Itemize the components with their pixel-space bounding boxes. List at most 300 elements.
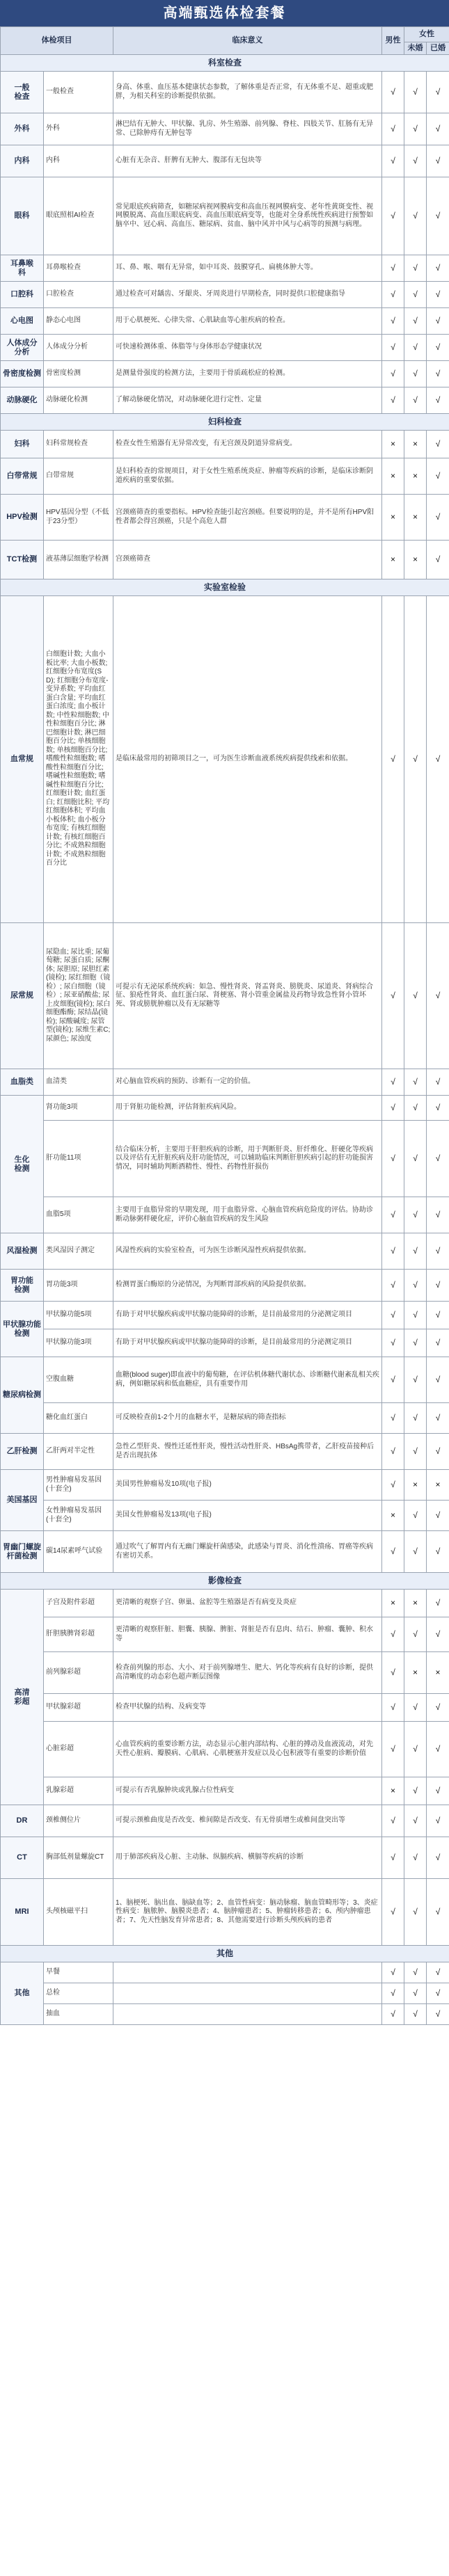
section-header-row (1, 579, 449, 596)
mark-married: √ (427, 255, 449, 282)
meaning-cell: 宫颈癌筛查的重要指标。HPV检查能引起宫颈癌。但要说明的是，并不是所有HPV阳性者都会得宫颈癌，只是个高危人群 (113, 495, 382, 541)
exam-table (0, 26, 449, 2025)
header-unmarried: 未婚 (404, 42, 427, 55)
mark-male: √ (382, 72, 404, 113)
meaning-cell: 主要用于血脂异常的早期发现，用于血脂异常、心脑血管疾病危险度的评估。协助诊断动脉粥样硬化症，评价心脑血管疾病的发生风险 (113, 1197, 382, 1233)
mark-unmarried: × (404, 1590, 427, 1617)
mark-male: √ (382, 282, 404, 308)
mark-unmarried: √ (404, 1879, 427, 1946)
table-row (1, 1329, 449, 1357)
mark-married: √ (427, 1069, 449, 1096)
category-cell: 高清 彩超 (1, 1590, 44, 1805)
mark-unmarried: √ (404, 923, 427, 1069)
mark-unmarried: × (404, 458, 427, 495)
table-row (1, 145, 449, 177)
meaning-cell: 用于心肌梗死、心律失常、心肌缺血等心脏疾病的检查。 (113, 308, 382, 335)
section-title: 实验室检验 (1, 579, 449, 596)
mark-married: √ (427, 1357, 449, 1403)
mark-unmarried: √ (404, 113, 427, 145)
meaning-cell: 是妇科检查的常规项目，对于女性生殖系统炎症、肿瘤等疾病的诊断，是临床诊断阴道疾病的重要依据。 (113, 458, 382, 495)
meaning-cell: 宫颈癌筛查 (113, 541, 382, 579)
category-cell: 口腔科 (1, 282, 44, 308)
mark-married: √ (427, 2004, 449, 2025)
table-row (1, 1434, 449, 1470)
mark-unmarried: √ (404, 1777, 427, 1805)
mark-male: × (382, 1590, 404, 1617)
table-row (1, 1590, 449, 1617)
item-cell: 甲状腺功能5项 (44, 1302, 113, 1329)
mark-unmarried: √ (404, 596, 427, 923)
table-row (1, 1302, 449, 1329)
item-cell: 妇科常规检查 (44, 431, 113, 458)
table-row (1, 361, 449, 387)
category-cell: 骨密度检测 (1, 361, 44, 387)
table-row (1, 1197, 449, 1233)
mark-married: √ (427, 596, 449, 923)
meaning-cell: 是临床最常用的初筛项目之一，可为医生诊断血液系统疾病提供线索和依据。 (113, 596, 382, 923)
category-cell: 糖尿病检测 (1, 1357, 44, 1434)
header-project: 体检项目 (1, 27, 113, 55)
mark-married: √ (427, 541, 449, 579)
category-cell: TCT检测 (1, 541, 44, 579)
item-cell: 骨密度检测 (44, 361, 113, 387)
item-cell: 内科 (44, 145, 113, 177)
table-row (1, 1652, 449, 1694)
mark-married: √ (427, 113, 449, 145)
mark-male: √ (382, 113, 404, 145)
mark-married: √ (427, 282, 449, 308)
header-female: 女性 (404, 27, 449, 42)
table-row (1, 308, 449, 335)
mark-unmarried: √ (404, 177, 427, 255)
meaning-cell: 美国女性肿瘤易发13项(电子报) (113, 1501, 382, 1531)
category-cell: 甲状腺功能 检测 (1, 1302, 44, 1357)
mark-married: √ (427, 1722, 449, 1777)
mark-unmarried: × (404, 495, 427, 541)
mark-married: √ (427, 1434, 449, 1470)
mark-married: √ (427, 145, 449, 177)
mark-unmarried: √ (404, 1096, 427, 1121)
meaning-cell: 结合临床分析，主要用于肝胆疾病的诊断，用于判断肝炎、肝纤维化、肝硬化等疾病以及评估有无肝脏疾病及肝功能情况，可以辅助临床判断肝胆疾病引起的肝功能损害情况，同时辅助判断酒精性、慢性、药物性肝损伤 (113, 1121, 382, 1197)
section-header-row (1, 414, 449, 431)
mark-male: √ (382, 145, 404, 177)
mark-male: √ (382, 1805, 404, 1837)
mark-married: √ (427, 72, 449, 113)
mark-male: √ (382, 1470, 404, 1501)
table-row (1, 1837, 449, 1879)
mark-male: √ (382, 1096, 404, 1121)
mark-male: × (382, 1777, 404, 1805)
header-male: 男性 (382, 27, 404, 55)
table-row (1, 1270, 449, 1302)
mark-unmarried: √ (404, 1302, 427, 1329)
mark-unmarried: √ (404, 1531, 427, 1573)
table-row (1, 1962, 449, 1983)
item-cell: 甲状腺功能3项 (44, 1329, 113, 1357)
mark-unmarried: √ (404, 1617, 427, 1652)
meaning-cell: 有助于对甲状腺疾病或甲状腺功能障碍的诊断，是目前最常用的分泌测定项目 (113, 1302, 382, 1329)
table-row (1, 596, 449, 923)
mark-married: √ (427, 1501, 449, 1531)
category-cell: 妇科 (1, 431, 44, 458)
meaning-cell: 用于肾脏功能检测，评估肾脏疾病风险。 (113, 1096, 382, 1121)
mark-male: √ (382, 1403, 404, 1434)
mark-married: √ (427, 1805, 449, 1837)
mark-married: × (427, 1652, 449, 1694)
item-cell: 前列腺彩超 (44, 1652, 113, 1694)
mark-married: √ (427, 177, 449, 255)
mark-male: √ (382, 361, 404, 387)
table-row (1, 1694, 449, 1722)
item-cell: 外科 (44, 113, 113, 145)
table-row (1, 1501, 449, 1531)
category-cell: 内科 (1, 145, 44, 177)
meaning-cell: 耳、鼻、喉、咽有无异常，如中耳炎、鼓膜穿孔、扁桃体肿大等。 (113, 255, 382, 282)
mark-married: √ (427, 1121, 449, 1197)
category-cell: 白带常规 (1, 458, 44, 495)
mark-male: × (382, 458, 404, 495)
mark-unmarried: × (404, 1652, 427, 1694)
item-cell: 肝胆胰脾肾彩超 (44, 1617, 113, 1652)
exam-table-body (1, 55, 449, 2025)
meaning-cell: 身高、体重、血压基本健康状态参数，了解体重是否正常，有无体重不足、超重或肥胖，为相关科室的诊断提供依据。 (113, 72, 382, 113)
table-row (1, 1722, 449, 1777)
mark-male: √ (382, 1617, 404, 1652)
item-cell: 肾功能3项 (44, 1096, 113, 1121)
meaning-cell: 可提示颈椎曲度是否改变、椎间隙是否改变、有无骨质增生或椎间盘突出等 (113, 1805, 382, 1837)
mark-unmarried: √ (404, 282, 427, 308)
category-cell: MRI (1, 1879, 44, 1946)
item-cell: 女性肿瘤易发基因(十套全) (44, 1501, 113, 1531)
mark-male: × (382, 431, 404, 458)
mark-married: √ (427, 1617, 449, 1652)
meaning-cell: 美国男性肿瘤易发10项(电子报) (113, 1470, 382, 1501)
mark-male: √ (382, 1302, 404, 1329)
section-header-row (1, 1946, 449, 1962)
mark-married: √ (427, 1403, 449, 1434)
mark-married: √ (427, 1302, 449, 1329)
meaning-cell: 检测胃蛋白酶原的分泌情况，为判断胃部疾病的风险提供依据。 (113, 1270, 382, 1302)
table-row (1, 1470, 449, 1501)
mark-male: √ (382, 596, 404, 923)
table-row (1, 431, 449, 458)
meaning-cell: 心脏有无杂音、肝脾有无肿大、腹部有无包块等 (113, 145, 382, 177)
mark-unmarried: √ (404, 1434, 427, 1470)
table-row (1, 72, 449, 113)
mark-male: √ (382, 1652, 404, 1694)
category-cell: 眼科 (1, 177, 44, 255)
item-cell: 碳14尿素呼气试验 (44, 1531, 113, 1573)
meaning-cell: 有助于对甲状腺疾病或甲状腺功能障碍的诊断，是目前最常用的分泌测定项目 (113, 1329, 382, 1357)
mark-married: √ (427, 1329, 449, 1357)
mark-unmarried: × (404, 1470, 427, 1501)
mark-male: × (382, 495, 404, 541)
mark-married: √ (427, 458, 449, 495)
meaning-cell: 1、脑梗死、脑出血、脑缺血等；2、血管性病变：脑动脉瘤、脑血管畸形等；3、炎症性病变：脑脓肿、脑膜炎患者；4、脑肿瘤患者；5、肿瘤转移患者；6、颅内肿瘤患者；7、先天性脑发育异常患者；8、其他需要进行诊断头颅疾病的患者 (113, 1879, 382, 1946)
section-header-row (1, 1573, 449, 1590)
category-cell: 美国基因 (1, 1470, 44, 1531)
item-cell: 男性肿瘤易发基因(十套全) (44, 1470, 113, 1501)
category-cell: 胃幽门螺旋 杆菌检测 (1, 1531, 44, 1573)
mark-male: √ (382, 255, 404, 282)
table-row (1, 255, 449, 282)
item-cell: 头颅核磁平扫 (44, 1879, 113, 1946)
meaning-cell: 可反映检查前1-2个月的血糖水平，是糖尿病的筛查指标 (113, 1403, 382, 1434)
page-title: 高端甄选体检套餐 (0, 0, 449, 26)
mark-unmarried: √ (404, 1722, 427, 1777)
category-cell: 耳鼻喉 科 (1, 255, 44, 282)
item-cell: 乙肝两对半定性 (44, 1434, 113, 1470)
mark-married: √ (427, 1962, 449, 1983)
mark-male: √ (382, 308, 404, 335)
table-row (1, 1777, 449, 1805)
table-row (1, 113, 449, 145)
item-cell: 动脉硬化检测 (44, 387, 113, 414)
mark-unmarried: √ (404, 1357, 427, 1403)
meaning-cell: 检查前列腺的形态、大小、对于前列腺增生、肥大、钙化等疾病有良好的诊断，提供高清晰度的动态彩色超声断层图像 (113, 1652, 382, 1694)
meaning-cell: 是测量骨强度的检测方法，主要用于骨质疏松症的检测。 (113, 361, 382, 387)
mark-married: √ (427, 1983, 449, 2004)
meaning-cell: 对心脑血管疾病的预防、诊断有一定的价值。 (113, 1069, 382, 1096)
item-cell: HPV基因分型（不低于23分型） (44, 495, 113, 541)
mark-male: × (382, 1501, 404, 1531)
mark-unmarried: √ (404, 1983, 427, 2004)
meaning-cell: 通过吹气了解胃内有无幽门螺旋杆菌感染，此感染与胃炎、消化性溃疡、胃癌等疾病有密切关系。 (113, 1531, 382, 1573)
table-row (1, 1357, 449, 1403)
mark-male: √ (382, 1837, 404, 1879)
mark-unmarried: √ (404, 2004, 427, 2025)
category-cell: HPV检测 (1, 495, 44, 541)
table-row (1, 1096, 449, 1121)
item-cell: 总检 (44, 1983, 113, 2004)
category-cell: 血脂类 (1, 1069, 44, 1096)
header-meaning: 临床意义 (113, 27, 382, 55)
mark-male: √ (382, 387, 404, 414)
mark-male: √ (382, 1121, 404, 1197)
item-cell: 甲状腺彩超 (44, 1694, 113, 1722)
mark-married: √ (427, 923, 449, 1069)
category-cell: 乙肝检测 (1, 1434, 44, 1470)
mark-male: √ (382, 1434, 404, 1470)
meaning-cell: 更清晰的观察子宫、卵巢、盆腔等生殖器是否有病变及炎症 (113, 1590, 382, 1617)
mark-unmarried: √ (404, 1329, 427, 1357)
meaning-cell: 血糖(blood suger)即血液中的葡萄糖，在评估机体糖代谢状态、诊断糖代谢紊乱相关疾病，例如糖尿病和低血糖症，具有重要作用 (113, 1357, 382, 1403)
category-cell: 生化 检测 (1, 1096, 44, 1233)
table-row (1, 458, 449, 495)
table-row (1, 541, 449, 579)
table-row (1, 1403, 449, 1434)
item-cell: 胸部低剂量螺旋CT (44, 1837, 113, 1879)
mark-male: √ (382, 1531, 404, 1573)
mark-married: √ (427, 335, 449, 361)
header-married: 已婚 (427, 42, 449, 55)
category-cell: DR (1, 1805, 44, 1837)
mark-unmarried: √ (404, 1805, 427, 1837)
item-cell: 液基薄层细胞学检测 (44, 541, 113, 579)
meaning-cell: 可快速检测体重、体脂等与身体形态学健康状况 (113, 335, 382, 361)
meaning-cell: 检查甲状腺的结构、及病变等 (113, 1694, 382, 1722)
meaning-cell: 更清晰的观察肝脏、胆囊、胰腺、脾脏、肾脏是否有息肉、结石、肿瘤、囊肿、积水等 (113, 1617, 382, 1652)
mark-married: √ (427, 1197, 449, 1233)
table-row (1, 2004, 449, 2025)
category-cell: 其他 (1, 1962, 44, 2025)
item-cell: 乳腺彩超 (44, 1777, 113, 1805)
mark-unmarried: √ (404, 1837, 427, 1879)
category-cell: 动脉硬化 (1, 387, 44, 414)
item-cell: 静态心电图 (44, 308, 113, 335)
item-cell: 尿隐血; 尿比重; 尿葡萄糖; 尿蛋白质; 尿酮体; 尿胆原; 尿胆红素(镜检); 尿红细胞（镜检）; 尿白细胞（镜检）; 尿亚硝酸盐; 尿上皮细胞(镜检); 尿白细胞酯酶; 尿结晶(镜检); 尿酸碱度; 尿管型(镜检); 尿维生素C; 尿颜色; 尿浊度 (44, 923, 113, 1069)
mark-male: √ (382, 177, 404, 255)
mark-unmarried: × (404, 431, 427, 458)
mark-unmarried: √ (404, 145, 427, 177)
item-cell: 子宫及附件彩超 (44, 1590, 113, 1617)
mark-married: √ (427, 1879, 449, 1946)
mark-married: √ (427, 1233, 449, 1270)
mark-unmarried: √ (404, 308, 427, 335)
meaning-cell: 常见眼底疾病筛查，如糖尿病视网膜病变和高血压视网膜病变、老年性黄斑变性、视网膜脱离、高血压眼底病变、高血压眼底病变等，也能对全身系统性疾病进行预警如脑卒中、冠心病、高血压、糖尿病、贫血、脑中风并中风与心病等的预测与病理。 (113, 177, 382, 255)
table-row (1, 387, 449, 414)
item-cell: 抽血 (44, 2004, 113, 2025)
mark-married: √ (427, 431, 449, 458)
mark-male: √ (382, 2004, 404, 2025)
mark-married: × (427, 1470, 449, 1501)
mark-unmarried: √ (404, 1962, 427, 1983)
mark-unmarried: × (404, 541, 427, 579)
mark-male: √ (382, 1722, 404, 1777)
mark-married: √ (427, 1270, 449, 1302)
table-row (1, 1069, 449, 1096)
mark-married: √ (427, 1694, 449, 1722)
mark-male: √ (382, 1197, 404, 1233)
mark-male: √ (382, 1694, 404, 1722)
mark-male: √ (382, 1329, 404, 1357)
item-cell: 白带常规 (44, 458, 113, 495)
item-cell: 糖化血红蛋白 (44, 1403, 113, 1434)
meaning-cell: 用于肺部疾病及心脏、主动脉、纵膈疾病、横膈等疾病的诊断 (113, 1837, 382, 1879)
table-row (1, 177, 449, 255)
mark-male: √ (382, 923, 404, 1069)
meaning-cell: 通过检查可对龋齿、牙龈炎、牙周炎进行早期检查，同时提供口腔健康指导 (113, 282, 382, 308)
category-cell: CT (1, 1837, 44, 1879)
header-row (1, 27, 449, 42)
section-title: 其他 (1, 1946, 449, 1962)
mark-male: × (382, 541, 404, 579)
mark-married: √ (427, 308, 449, 335)
mark-unmarried: √ (404, 1270, 427, 1302)
category-cell: 人体成分 分析 (1, 335, 44, 361)
mark-unmarried: √ (404, 387, 427, 414)
mark-male: √ (382, 1357, 404, 1403)
mark-married: √ (427, 1837, 449, 1879)
section-title: 影像检查 (1, 1573, 449, 1590)
table-row (1, 1983, 449, 2004)
category-cell: 一般 检查 (1, 72, 44, 113)
category-cell: 外科 (1, 113, 44, 145)
table-row (1, 1121, 449, 1197)
table-row (1, 923, 449, 1069)
meaning-cell (113, 2004, 382, 2025)
section-title: 科室检查 (1, 55, 449, 72)
mark-unmarried: √ (404, 1233, 427, 1270)
item-cell: 眼底照相AI检查 (44, 177, 113, 255)
item-cell: 一般检查 (44, 72, 113, 113)
item-cell: 心脏彩超 (44, 1722, 113, 1777)
item-cell: 空腹血糖 (44, 1357, 113, 1403)
meaning-cell: 可提示有无泌尿系统疾病：如急、慢性肾炎、肾盂肾炎、膀胱炎、尿道炎、肾病综合征、狼疮性肾炎、血红蛋白尿、肾梗塞、肾小管重金属盐及药物导致急性肾小管坏死、肾或膀胱肿瘤以及有无尿糖等 (113, 923, 382, 1069)
mark-married: √ (427, 1777, 449, 1805)
mark-married: √ (427, 361, 449, 387)
meaning-cell: 了解动脉硬化情况，对动脉硬化进行定性、定量 (113, 387, 382, 414)
mark-unmarried: √ (404, 361, 427, 387)
mark-married: √ (427, 495, 449, 541)
category-cell: 尿常规 (1, 923, 44, 1069)
meaning-cell: 可提示有否乳腺肿块或乳腺占位性病变 (113, 1777, 382, 1805)
mark-unmarried: √ (404, 335, 427, 361)
mark-unmarried: √ (404, 1069, 427, 1096)
meaning-cell: 风湿性疾病的实验室检查，可为医生诊断风湿性疾病提供依据。 (113, 1233, 382, 1270)
meaning-cell: 淋巴结有无肿大、甲状腺、乳房、外生殖器、前列腺、脊柱、四肢关节、肛肠有无异常、已除肿痔有无肿包等 (113, 113, 382, 145)
section-title: 妇科检查 (1, 414, 449, 431)
mark-married: √ (427, 1590, 449, 1617)
mark-male: √ (382, 1983, 404, 2004)
item-cell: 颈椎侧位片 (44, 1805, 113, 1837)
item-cell: 人体成分分析 (44, 335, 113, 361)
table-row (1, 1531, 449, 1573)
item-cell: 血脂5项 (44, 1197, 113, 1233)
item-cell: 早餐 (44, 1962, 113, 1983)
item-cell: 类风湿因子测定 (44, 1233, 113, 1270)
mark-male: √ (382, 1069, 404, 1096)
mark-unmarried: √ (404, 1403, 427, 1434)
item-cell: 胃功能3项 (44, 1270, 113, 1302)
mark-married: √ (427, 1096, 449, 1121)
category-cell: 胃功能 检测 (1, 1270, 44, 1302)
item-cell: 肝功能11项 (44, 1121, 113, 1197)
mark-unmarried: √ (404, 1197, 427, 1233)
category-cell: 心电图 (1, 308, 44, 335)
meaning-cell: 急性乙型肝炎、慢性迁延性肝炎，慢性活动性肝炎、HBsAg携带者，乙肝疫苗接种后是否出现抗体 (113, 1434, 382, 1470)
item-cell: 白细胞计数; 大血小板比率; 大血小板数; 红细胞分布宽度(SD); 红细胞分布宽度-变异系数; 平均血红蛋白含量; 平均血红蛋白浓度; 血小板计数; 中性粒细胞数; 中性粒细胞百分比; 淋巴细胞计数; 淋巴细胞百分比; 单核细胞数; 单核细胞百分比; 嗜酸性粒细胞数; 嗜酸性粒细胞百分比; 嗜碱性粒细胞数; 嗜碱性粒细胞百分比; 红细胞计数; 血红蛋白; 红细胞比积; 平均红细胞体积; 平均血小板体积; 血小板分布宽度; 有核红细胞计数; 有核红细胞百分比; 不成熟粒细胞计数; 不成熟粒细胞百分比 (44, 596, 113, 923)
meaning-cell (113, 1962, 382, 1983)
mark-unmarried: √ (404, 1121, 427, 1197)
table-row (1, 282, 449, 308)
meaning-cell (113, 1983, 382, 2004)
table-row (1, 1879, 449, 1946)
mark-unmarried: √ (404, 72, 427, 113)
mark-married: √ (427, 387, 449, 414)
table-row (1, 495, 449, 541)
mark-male: √ (382, 335, 404, 361)
mark-married: √ (427, 1531, 449, 1573)
mark-male: √ (382, 1270, 404, 1302)
mark-unmarried: √ (404, 1694, 427, 1722)
category-cell: 血常规 (1, 596, 44, 923)
mark-male: √ (382, 1233, 404, 1270)
item-cell: 耳鼻喉检查 (44, 255, 113, 282)
table-row (1, 1805, 449, 1837)
table-row (1, 1233, 449, 1270)
table-row (1, 335, 449, 361)
mark-unmarried: √ (404, 1501, 427, 1531)
item-cell: 血清类 (44, 1069, 113, 1096)
mark-male: √ (382, 1879, 404, 1946)
meaning-cell: 心血管疾病的重要诊断方法，动态显示心脏内部结构、心脏的搏动及血液流动，对先天性心脏病、瓣膜病、心肌病、心肌梗塞并发症以及心包积液等有重要的诊断价值 (113, 1722, 382, 1777)
meaning-cell: 检查女性生殖器有无异常改变，有无宫颈及阴道异常病变。 (113, 431, 382, 458)
table-row (1, 1617, 449, 1652)
item-cell: 口腔检查 (44, 282, 113, 308)
mark-male: √ (382, 1962, 404, 1983)
category-cell: 风湿检测 (1, 1233, 44, 1270)
